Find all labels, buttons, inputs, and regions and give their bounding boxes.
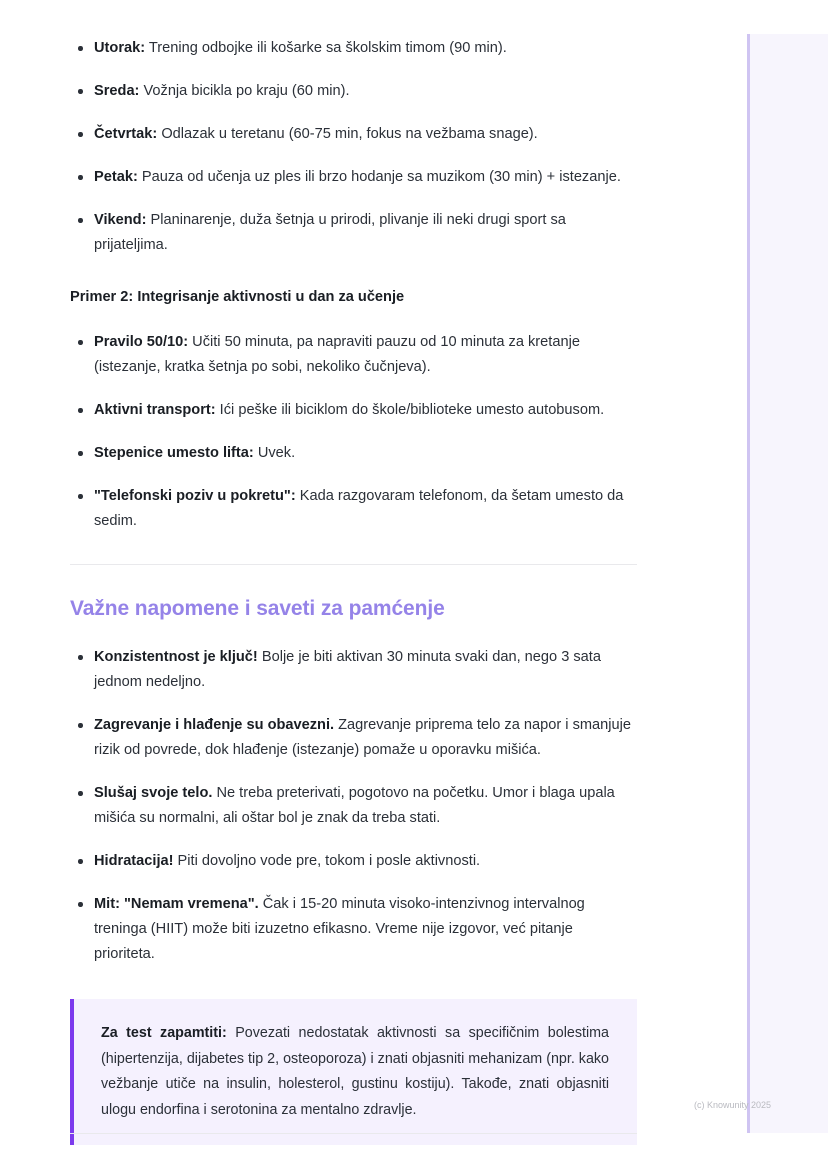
list-item-text: Zagrevanje priprema telo za napor i smanjuje rizik od povrede, dok hlađenje (istezanje) pomaže u oporavku mišića.	[94, 717, 631, 758]
list-item	[70, 122, 637, 147]
list-item-text: Bolje je biti aktivan 30 minuta svaki dan, nego 3 sata jednom nedeljno.	[94, 649, 601, 690]
list-item	[70, 165, 637, 190]
list-item-text: Trening odbojke ili košarke sa školskim timom (90 min).	[145, 40, 507, 56]
list-item-text: Pauza od učenja uz ples ili brzo hodanje sa muzikom (30 min) + istezanje.	[137, 169, 621, 185]
subheading-primer-2: Primer 2: Integrisanje aktivnosti u dan za učenje	[70, 289, 405, 305]
list-item-text: Planinarenje, duža šetnja u prirodi, plivanje ili neki drugi sport sa prijateljima.	[94, 212, 566, 253]
list-item-lead: Aktivni transport:	[94, 402, 216, 418]
list-item-text: Čak i 15-20 minuta visoko-intenzivnog intervalnog treninga (HIIT) može biti izuzetno efikasno. Vreme nije izgovor, već pitanje prioriteta.	[94, 896, 585, 962]
list-item	[70, 330, 637, 380]
list-item	[70, 441, 637, 466]
bottom-divider	[70, 1133, 637, 1134]
list-item	[70, 36, 637, 61]
study-day-list	[70, 330, 637, 534]
section-heading: Važne napomene i saveti za pamćenje	[70, 597, 445, 620]
list-item-lead: Četvrtak:	[94, 126, 158, 142]
list-item	[70, 79, 637, 104]
list-item-lead: Slušaj svoje telo.	[94, 785, 213, 801]
callout-lead: Za test zapamtiti:	[101, 1025, 227, 1041]
list-item	[70, 781, 637, 831]
exam-note-callout	[70, 999, 637, 1145]
list-item-lead: Vikend:	[94, 212, 147, 228]
list-item-lead: "Telefonski poziv u pokretu":	[94, 488, 296, 504]
list-item	[70, 645, 637, 695]
section-divider	[70, 564, 637, 565]
list-item-lead: Zagrevanje i hlađenje su obavezni.	[94, 717, 335, 733]
list-item-lead: Mit: "Nemam vremena".	[94, 896, 259, 912]
list-item-lead: Pravilo 50/10:	[94, 334, 189, 350]
list-item-text: Vožnja bicikla po kraju (60 min).	[139, 83, 350, 99]
list-item	[70, 713, 637, 763]
list-item-lead: Stepenice umesto lifta:	[94, 445, 254, 461]
tips-list	[70, 645, 637, 967]
list-item	[70, 892, 637, 967]
list-item	[70, 208, 637, 258]
list-item-text: Piti dovoljno vode pre, tokom i posle aktivnosti.	[173, 853, 481, 869]
list-item-lead: Hidratacija!	[94, 853, 174, 869]
copyright-footer: (c) Knowunity 2025	[694, 1100, 772, 1110]
list-item-text: Ne treba preterivati, pogotovo na početku. Umor i blaga upala mišića su normalni, ali oštar bol je znak da treba stati.	[94, 785, 615, 826]
weekly-plan-list	[70, 36, 637, 258]
list-item-text: Kada razgovaram telefonom, da šetam umesto da sedim.	[94, 488, 624, 529]
list-item-lead: Utorak:	[94, 40, 146, 56]
list-item-text: Uvek.	[253, 445, 296, 461]
list-item-text: Ići peške ili biciklom do škole/biblioteke umesto autobusom.	[215, 402, 605, 418]
list-item-text: Odlazak u teretanu (60-75 min, fokus na vežbama snage).	[157, 126, 538, 142]
list-item	[70, 849, 637, 874]
list-item	[70, 484, 637, 534]
list-item	[70, 398, 637, 423]
page-edge-panel	[747, 34, 828, 1133]
list-item-lead: Sreda:	[94, 83, 140, 99]
callout-paragraph	[101, 1021, 609, 1123]
callout-text: Povezati nedostatak aktivnosti sa specifičnim bolestima (hipertenzija, dijabetes tip 2, osteoporoza) i znati objasniti mehanizam (npr. kako vežbanje utiče na insulin, holesterol, gustinu kostiju). Takođe, znati objasniti ulogu endorfina i serotonina za mentalno zdravlje.	[101, 1025, 609, 1118]
list-item-text: Učiti 50 minuta, pa napraviti pauzu od 10 minuta za kretanje (istezanje, kratka šetnja po sobi, nekoliko čučnjeva).	[94, 334, 580, 375]
list-item-lead: Konzistentnost je ključ!	[94, 649, 258, 665]
list-item-lead: Petak:	[94, 169, 138, 185]
